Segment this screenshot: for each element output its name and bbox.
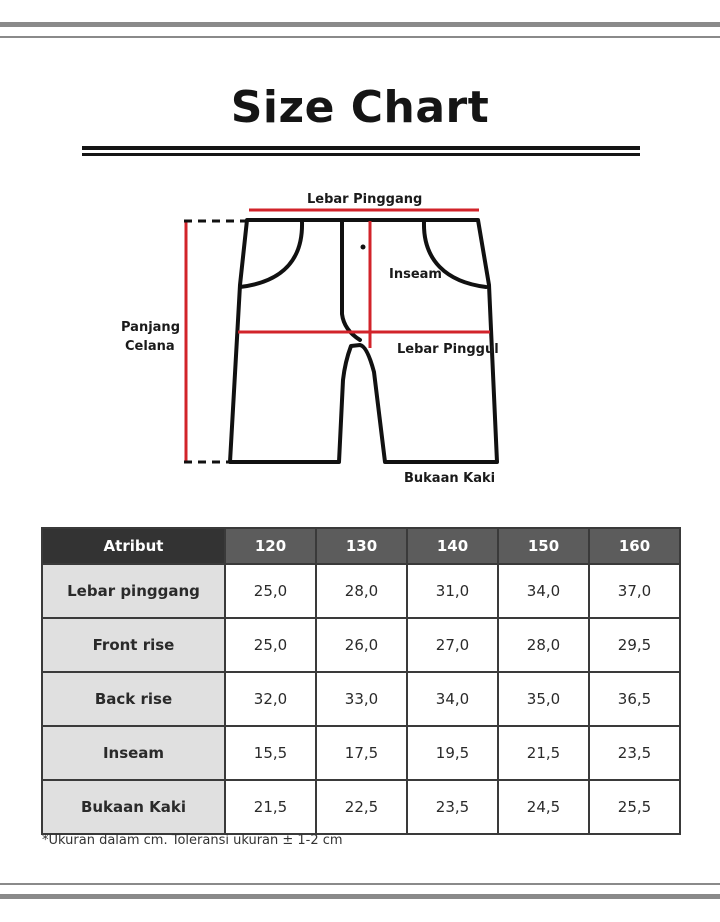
shorts-outline	[230, 220, 497, 462]
row-label: Bukaan Kaki	[42, 780, 225, 834]
table-row	[42, 618, 680, 672]
length-label-line2: Celana	[125, 339, 175, 354]
cell-value: 24,5	[498, 780, 589, 834]
cell-value: 23,5	[589, 726, 680, 780]
header-size: 130	[316, 528, 407, 564]
cell-value: 36,5	[589, 672, 680, 726]
cell-value: 21,5	[498, 726, 589, 780]
waist-label: Lebar Pinggang	[307, 192, 423, 207]
cell-value: 17,5	[316, 726, 407, 780]
leg-opening-label: Bukaan Kaki	[404, 471, 496, 486]
header-size: 160	[589, 528, 680, 564]
cell-value: 28,0	[498, 618, 589, 672]
header-size: 140	[407, 528, 498, 564]
cell-value: 27,0	[407, 618, 498, 672]
table-row	[42, 564, 680, 618]
bottom-rule	[0, 894, 720, 899]
cell-value: 19,5	[407, 726, 498, 780]
cell-value: 25,0	[225, 564, 316, 618]
cell-value: 25,0	[225, 618, 316, 672]
row-label: Inseam	[42, 726, 225, 780]
size-table	[41, 527, 681, 835]
cell-value: 35,0	[498, 672, 589, 726]
bottom-rule-thin	[0, 883, 720, 885]
page-title: Size Chart	[230, 82, 490, 133]
cell-value: 32,0	[225, 672, 316, 726]
cell-value: 33,0	[316, 672, 407, 726]
cell-value: 25,5	[589, 780, 680, 834]
row-label: Lebar pinggang	[42, 564, 225, 618]
button-dot	[361, 245, 366, 250]
cell-value: 34,0	[407, 672, 498, 726]
cell-value: 15,5	[225, 726, 316, 780]
table-header-row	[42, 528, 680, 564]
cell-value: 26,0	[316, 618, 407, 672]
cell-value: 37,0	[589, 564, 680, 618]
cell-value: 34,0	[498, 564, 589, 618]
cell-value: 22,5	[316, 780, 407, 834]
cell-value: 29,5	[589, 618, 680, 672]
cell-value: 31,0	[407, 564, 498, 618]
row-label: Back rise	[42, 672, 225, 726]
table-row	[42, 780, 680, 834]
header-size: 120	[225, 528, 316, 564]
header-attribute: Atribut	[42, 528, 225, 564]
inseam-label: Inseam	[389, 267, 442, 282]
cell-value: 21,5	[225, 780, 316, 834]
row-label: Front rise	[42, 618, 225, 672]
hip-label: Lebar Pinggul	[397, 342, 499, 357]
cell-value: 23,5	[407, 780, 498, 834]
cell-value: 28,0	[316, 564, 407, 618]
length-label-line1: Panjang	[121, 320, 180, 335]
table-row	[42, 672, 680, 726]
header-size: 150	[498, 528, 589, 564]
table-row	[42, 726, 680, 780]
size-note: *Ukuran dalam cm. Toleransi ukuran ± 1-2 cm	[42, 833, 343, 848]
